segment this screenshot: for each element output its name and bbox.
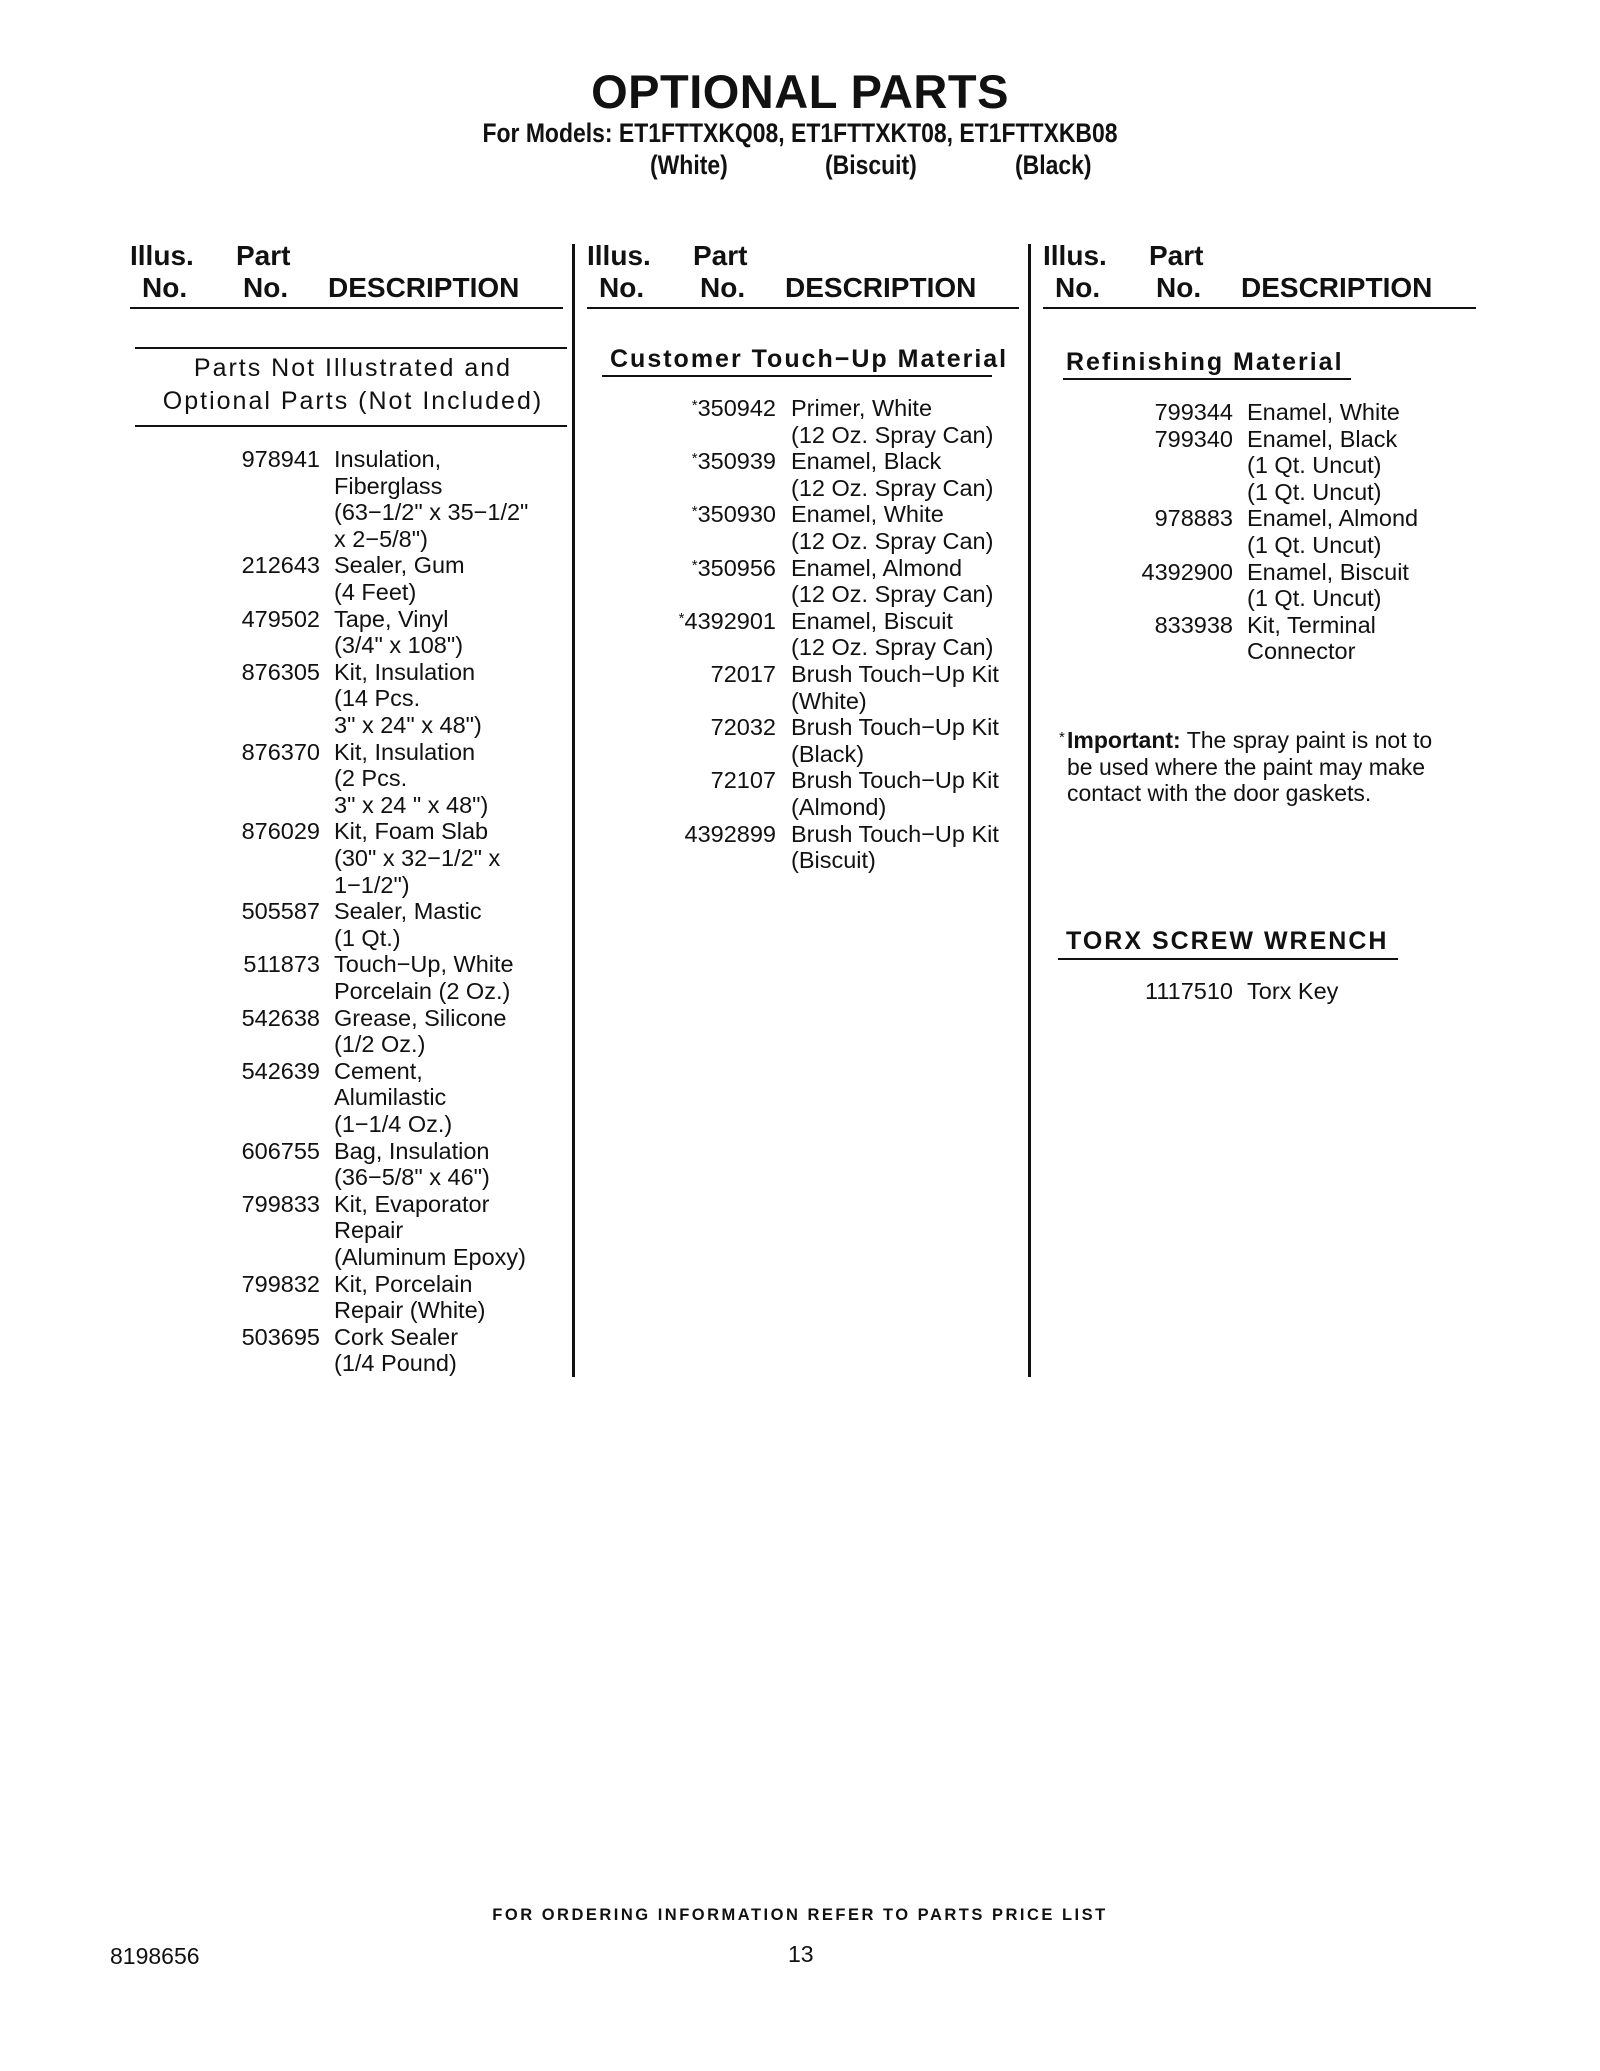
part-number [576,395,776,422]
part-number-value: 542638 [241,1004,320,1031]
part-number [120,739,320,766]
part-number [576,767,776,794]
no-label: No. [1055,272,1101,303]
part-description: Tape, Vinyl (3/4" x 108") [334,605,464,659]
part-number-value: 350942 [697,395,776,421]
part-number [576,714,776,741]
part-number-value: 606755 [241,1137,320,1164]
part-number [120,898,320,925]
part-number-value: 212643 [241,552,320,579]
part-number [120,1005,320,1032]
part-description: Sealer, Gum (4 Feet) [334,552,465,605]
part-number-value: 876029 [241,818,320,845]
page-number: 13 [788,1941,814,1967]
part-description: Enamel, Biscuit (1 Qt. Uncut) [1247,558,1409,612]
part-number [576,448,776,475]
part-number [120,818,320,845]
asterisk-mark: * [691,397,698,414]
part-number-value: 511873 [243,951,320,978]
part-description: Enamel, White [1247,399,1400,425]
part-description: Enamel, Black (1 Qt. Uncut) (1 Qt. Uncut) [1247,425,1398,505]
part-number [1033,505,1233,532]
part-description: Kit, Evaporator Repair (Aluminum Epoxy) [334,1190,526,1270]
part-label: Part [236,240,291,271]
color-biscuit: (Biscuit) [825,150,917,180]
part-number [120,1191,320,1218]
part-number [576,555,776,582]
part-description: Sealer, Mastic (1 Qt.) [334,898,482,951]
part-number-value: 4392900 [1141,558,1233,585]
description-label: DESCRIPTION [328,272,520,303]
part-number [576,608,776,635]
part-number [576,661,776,688]
part-number-value: 4392899 [684,820,776,847]
part-description: Brush Touch−Up Kit (Almond) [791,767,999,820]
torx-title: TORX SCREW WRENCH [1066,927,1389,955]
part-description: Brush Touch−Up Kit (White) [791,661,999,714]
section-rule [1063,378,1351,380]
part-number-value: 799340 [1154,425,1233,452]
part-description: Enamel, Biscuit (12 Oz. Spray Can) [791,607,994,661]
part-description: Bag, Insulation (36−5/8" x 46") [334,1137,490,1191]
part-description: Enamel, Almond (1 Qt. Uncut) [1247,505,1419,558]
part-description: Brush Touch−Up Kit (Biscuit) [791,820,999,874]
models-line: For Models: ET1FTTXKQ08, ET1FTTXKT08, ET1FTTXKB08 [482,118,1118,148]
part-number-value: 542639 [241,1057,320,1084]
header-rule [587,307,1019,309]
part-number-value: 503695 [241,1323,320,1350]
asterisk-mark: * [691,503,698,521]
part-number [120,446,320,473]
part-number-value: 72017 [710,661,776,687]
section-rule [602,375,992,377]
part-number [1033,978,1233,1005]
color-black: (Black) [1015,150,1092,180]
part-number-value: 978883 [1154,505,1233,532]
part-description: Kit, Insulation (2 Pcs. 3" x 24 " x 48") [334,738,489,818]
important-note [1059,727,1447,807]
part-number [120,1324,320,1351]
asterisk-mark: * [691,556,698,574]
part-number-value: 350939 [697,448,776,475]
illus-label: Illus. [587,240,651,271]
part-description: Kit, Foam Slab (30" x 32−1/2" x 1−1/2") [334,818,501,898]
part-number-value: 799833 [241,1190,320,1217]
part-number-value: 72107 [710,767,776,794]
part-number [120,1058,320,1085]
touch-up-title: Customer Touch−Up Material [610,345,1009,373]
part-number [120,951,320,978]
part-number-value: 72032 [710,714,776,741]
no-label: No. [1156,272,1202,303]
part-number [120,1138,320,1165]
part-description: Touch−Up, White Porcelain (2 Oz.) [334,951,514,1004]
part-label: Part [693,240,748,271]
part-number [576,501,776,528]
section-rule [135,347,567,349]
part-number-value: 505587 [241,898,320,925]
asterisk-mark: * [678,609,685,627]
part-description: Insulation, Fiberglass (63−1/2" x 35−1/2" x 2−5/8") [334,446,529,552]
part-number-value: 833938 [1154,611,1233,638]
refinishing-title: Refinishing Material [1066,348,1344,376]
part-number-value: 479502 [241,605,320,632]
part-number [1033,559,1233,586]
page-title: OPTIONAL PARTS [591,65,1009,118]
part-description: Kit, Terminal Connector [1247,611,1376,665]
part-number-value: 876305 [241,658,320,685]
color-white: (White) [650,150,728,180]
description-label: DESCRIPTION [1241,272,1433,303]
part-number-value: 350956 [697,554,776,581]
part-number-value: 4392901 [684,607,776,634]
note-label: Important: [1067,727,1181,753]
column-header-2 [587,240,1019,306]
part-description: Primer, White (12 Oz. Spray Can) [791,395,994,448]
no-label: No. [599,272,645,303]
part-description: Enamel, Almond (12 Oz. Spray Can) [791,554,994,608]
part-number [120,552,320,579]
part-number-value: 799832 [241,1270,320,1297]
no-label: No. [700,272,746,303]
illus-label: Illus. [1043,240,1107,271]
part-description: Brush Touch−Up Kit (Black) [791,714,999,767]
column-divider [1028,244,1031,1377]
part-number [576,821,776,848]
no-label: No. [142,272,188,303]
part-description: Kit, Insulation (14 Pcs. 3" x 24" x 48") [334,658,482,738]
section-rule [135,425,567,427]
part-number [120,1271,320,1298]
part-number [120,659,320,686]
part-description: Cement, Alumilastic (1−1/4 Oz.) [334,1057,453,1137]
column-divider [572,244,575,1377]
part-description: Torx Key [1247,978,1339,1004]
part-number-value: 799344 [1154,399,1233,425]
part-description: Grease, Silicone (1/2 Oz.) [334,1004,507,1058]
description-label: DESCRIPTION [785,272,977,303]
part-description: Cork Sealer (1/4 Pound) [334,1323,459,1377]
part-number-value: 978941 [241,446,320,472]
part-number-value: 350930 [697,501,776,528]
part-number [1033,399,1233,426]
asterisk-mark: * [691,450,698,468]
part-description: Enamel, White (12 Oz. Spray Can) [791,501,994,554]
part-description: Kit, Porcelain Repair (White) [334,1270,486,1324]
note-text: The spray paint is not to be used where the paint may make contact with the door gaskets. [1067,727,1433,807]
header-rule [130,307,563,309]
document-number: 8198656 [110,1943,200,1969]
column-header-3 [1043,240,1476,306]
ordering-info: FOR ORDERING INFORMATION REFER TO PARTS PRICE LIST [492,1906,1108,1924]
no-label: No. [243,272,289,303]
part-number [1033,426,1233,453]
not-illustrated-title: Parts Not Illustrated and Optional Parts (Not Included) [162,354,544,415]
illus-label: Illus. [130,240,194,271]
section-rule [1058,958,1398,960]
note-asterisk: * [1059,729,1065,746]
part-number [1033,612,1233,639]
part-number [120,606,320,633]
part-description: Enamel, Black (12 Oz. Spray Can) [791,448,994,501]
part-number-value: 876370 [241,738,320,765]
column-header-1 [130,240,563,306]
part-label: Part [1149,240,1204,271]
part-number-value: 1117510 [1145,978,1233,1004]
header-rule [1043,307,1476,309]
